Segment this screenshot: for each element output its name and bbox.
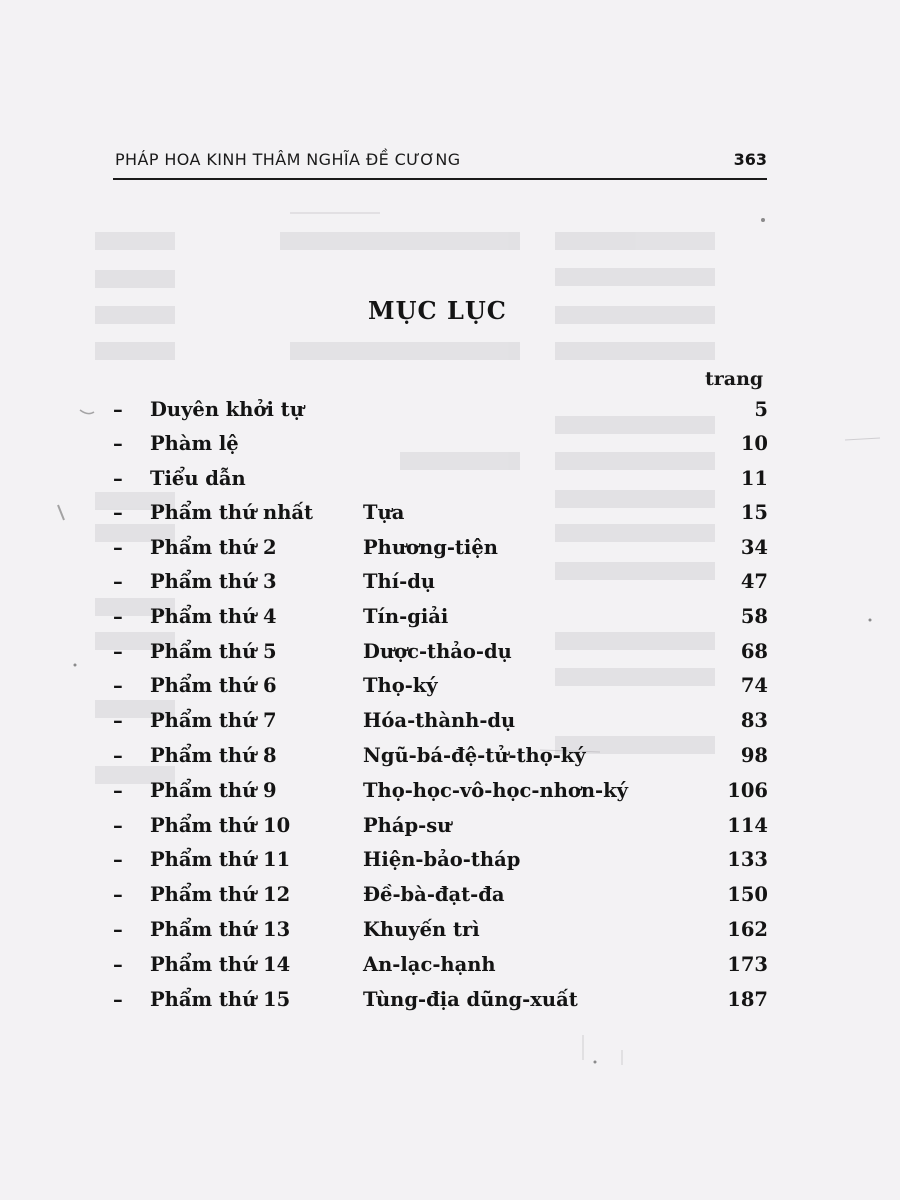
entry-page: 68 <box>740 640 768 663</box>
toc-entry <box>0 605 900 637</box>
entry-chapter: Khuyến trì <box>363 918 480 941</box>
toc-entry <box>0 744 900 776</box>
entry-page: 5 <box>754 398 768 421</box>
toc-entry <box>0 674 900 706</box>
toc-entry <box>0 467 900 499</box>
toc-entry <box>0 848 900 880</box>
entry-label: Phẩm thứ 9 <box>150 779 277 802</box>
entry-label: Phẩm thứ 13 <box>150 918 291 941</box>
toc-entry <box>0 709 900 741</box>
toc-entry <box>0 918 900 950</box>
entry-label: Phẩm thứ 15 <box>150 988 291 1011</box>
toc-entry <box>0 398 900 430</box>
entry-dash: – <box>113 848 123 871</box>
entry-dash: – <box>113 570 123 593</box>
entry-page: 114 <box>727 814 768 837</box>
entry-page: 11 <box>740 467 768 490</box>
entry-chapter: Tùng-địa dũng-xuất <box>363 988 578 1011</box>
entry-label: Phẩm thứ 3 <box>150 570 277 593</box>
entry-page: 98 <box>740 744 768 767</box>
entry-page: 187 <box>727 988 768 1011</box>
entry-chapter: Thí-dụ <box>363 570 436 593</box>
entry-label: Phẩm thứ 6 <box>150 674 277 697</box>
entry-page: 162 <box>727 918 768 941</box>
toc-entry <box>0 640 900 672</box>
page-column-label: trang <box>705 368 764 390</box>
entry-dash: – <box>113 536 123 559</box>
entry-page: 47 <box>740 570 768 593</box>
entry-page: 74 <box>740 674 768 697</box>
entry-dash: – <box>113 398 123 421</box>
entry-dash: – <box>113 709 123 732</box>
toc-entry <box>0 501 900 533</box>
entry-chapter: Tín-giải <box>363 605 449 628</box>
entry-label: Phẩm thứ 10 <box>150 814 291 837</box>
entry-label: Phẩm thứ 7 <box>150 709 277 732</box>
entry-chapter: Đề-bà-đạt-đa <box>363 883 505 906</box>
entry-label: Phẩm thứ 12 <box>150 883 291 906</box>
entry-dash: – <box>113 744 123 767</box>
entry-page: 150 <box>727 883 768 906</box>
entry-page: 34 <box>740 536 768 559</box>
running-header-title: PHÁP HOA KINH THÂM NGHĨA ĐỀ CƯƠNG <box>115 150 461 169</box>
entry-chapter: Phương-tiện <box>363 536 498 559</box>
toc-entry <box>0 432 900 464</box>
entry-label: Phẩm thứ 4 <box>150 605 277 628</box>
entry-page: 133 <box>727 848 768 871</box>
entry-dash: – <box>113 814 123 837</box>
entry-page: 15 <box>740 501 768 524</box>
entry-chapter: Ngũ-bá-đệ-tử-thọ-ký <box>363 744 586 767</box>
toc-entry <box>0 779 900 811</box>
toc-entry <box>0 988 900 1020</box>
toc-title: MỤC LỤC <box>368 296 507 325</box>
entry-dash: – <box>113 467 123 490</box>
entry-label: Tiểu dẫn <box>150 467 246 490</box>
entry-chapter: An-lạc-hạnh <box>363 953 496 976</box>
entry-dash: – <box>113 640 123 663</box>
entry-dash: – <box>113 674 123 697</box>
entry-chapter: Thọ-học-vô-học-nhơn-ký <box>363 779 628 802</box>
entry-page: 173 <box>727 953 768 976</box>
entry-page: 106 <box>727 779 768 802</box>
entry-chapter: Thọ-ký <box>363 674 438 697</box>
entry-label: Phẩm thứ 2 <box>150 536 277 559</box>
entry-dash: – <box>113 918 123 941</box>
entry-chapter: Hóa-thành-dụ <box>363 709 516 732</box>
entry-chapter: Tựa <box>363 501 405 524</box>
page-number: 363 <box>733 150 767 169</box>
entry-label: Phẩm thứ nhất <box>150 501 314 524</box>
entry-dash: – <box>113 988 123 1011</box>
entry-page: 10 <box>740 432 768 455</box>
toc-entry <box>0 883 900 915</box>
entry-label: Phẩm thứ 14 <box>150 953 291 976</box>
toc-entry <box>0 814 900 846</box>
entry-chapter: Pháp-sư <box>363 814 452 837</box>
entry-label: Duyên khởi tự <box>150 398 304 421</box>
entry-dash: – <box>113 779 123 802</box>
entry-label: Phẩm thứ 8 <box>150 744 277 767</box>
entry-label: Phẩm thứ 5 <box>150 640 277 663</box>
entry-label: Phẩm thứ 11 <box>150 848 291 871</box>
toc-entry <box>0 536 900 568</box>
entry-label: Phàm lệ <box>150 432 239 455</box>
entry-page: 83 <box>740 709 768 732</box>
entry-chapter: Hiện-bảo-tháp <box>363 848 521 871</box>
entry-dash: – <box>113 501 123 524</box>
entry-chapter: Dược-thảo-dụ <box>363 640 512 663</box>
entry-dash: – <box>113 605 123 628</box>
entry-dash: – <box>113 953 123 976</box>
entry-dash: – <box>113 432 123 455</box>
toc-entry <box>0 570 900 602</box>
entry-dash: – <box>113 883 123 906</box>
entry-page: 58 <box>740 605 768 628</box>
toc-entry <box>0 953 900 985</box>
